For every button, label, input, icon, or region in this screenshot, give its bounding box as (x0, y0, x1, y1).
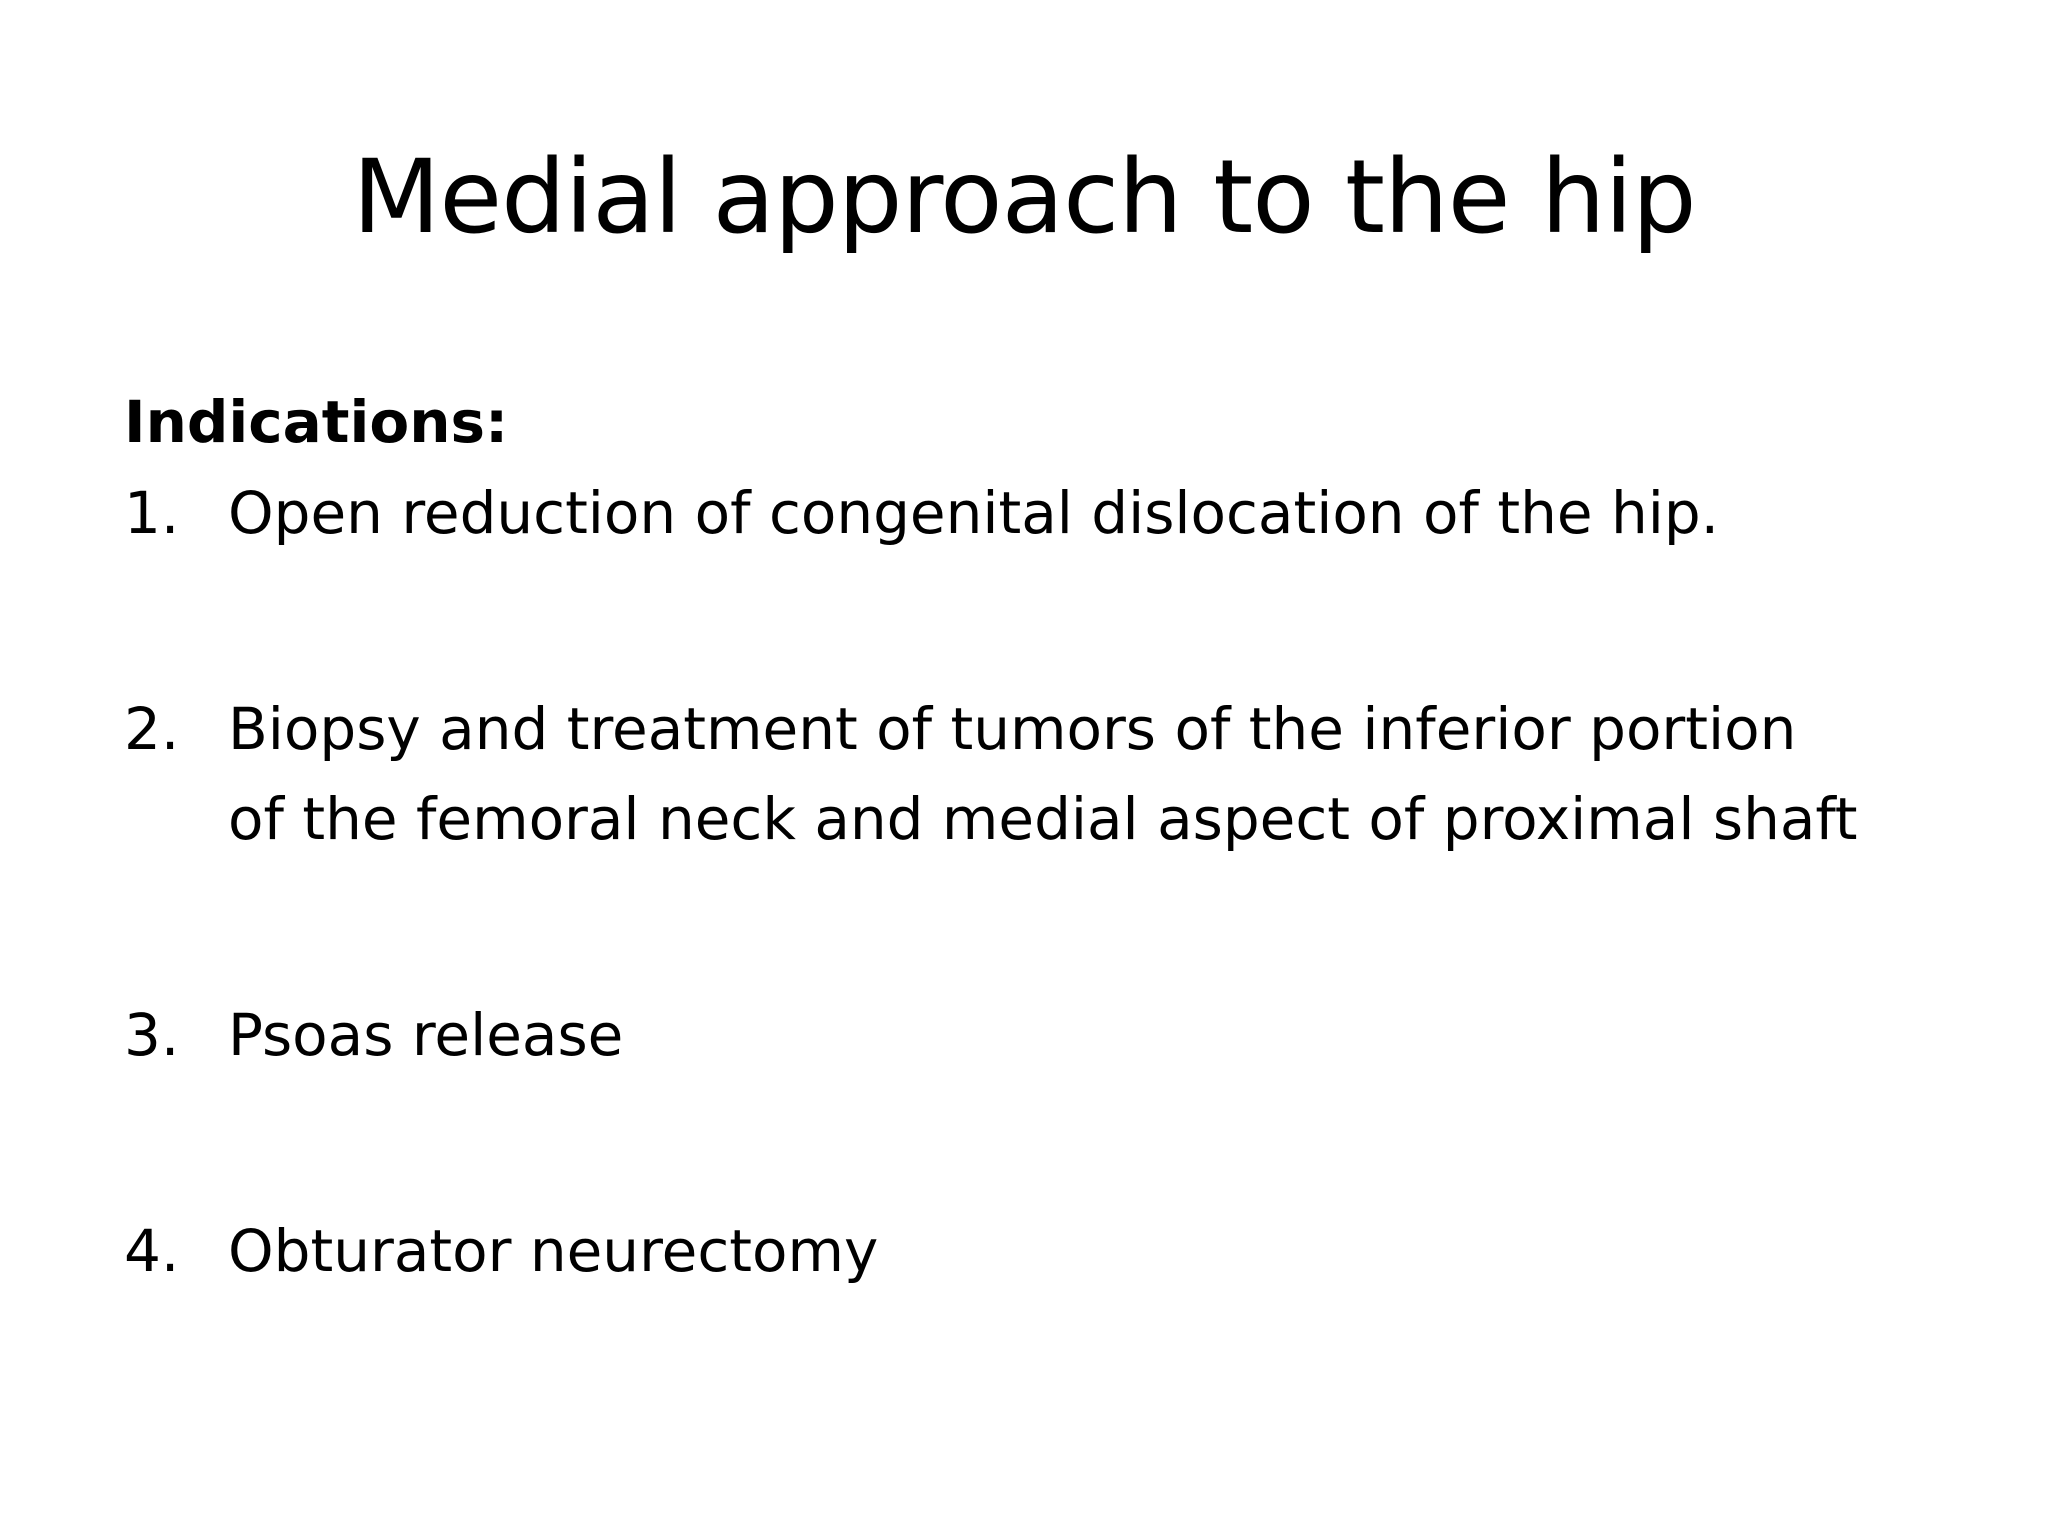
item-text: Psoas release (228, 1001, 624, 1069)
item-number: 1. (124, 479, 180, 547)
section-heading: Indications: (124, 388, 509, 456)
slide-title: Medial approach to the hip (352, 138, 1696, 257)
item-number: 2. (124, 695, 180, 763)
indication-item-1 (124, 468, 1974, 558)
indication-item-2 (124, 684, 1974, 864)
slide-content (124, 376, 1974, 1296)
indication-list (124, 468, 1974, 1296)
item-text: Open reduction of congenital dislocation of the hip. (228, 479, 1720, 547)
item-text: Obturator neurectomy (228, 1217, 879, 1285)
item-number: 3. (124, 1001, 180, 1069)
item-text: Biopsy and treatment of tumors of the inferior portion of the femoral neck and medial aspect of proximal shaft (228, 695, 1858, 853)
indication-item-4 (124, 1206, 1974, 1296)
indication-item-3 (124, 990, 1974, 1080)
item-number: 4. (124, 1217, 180, 1285)
